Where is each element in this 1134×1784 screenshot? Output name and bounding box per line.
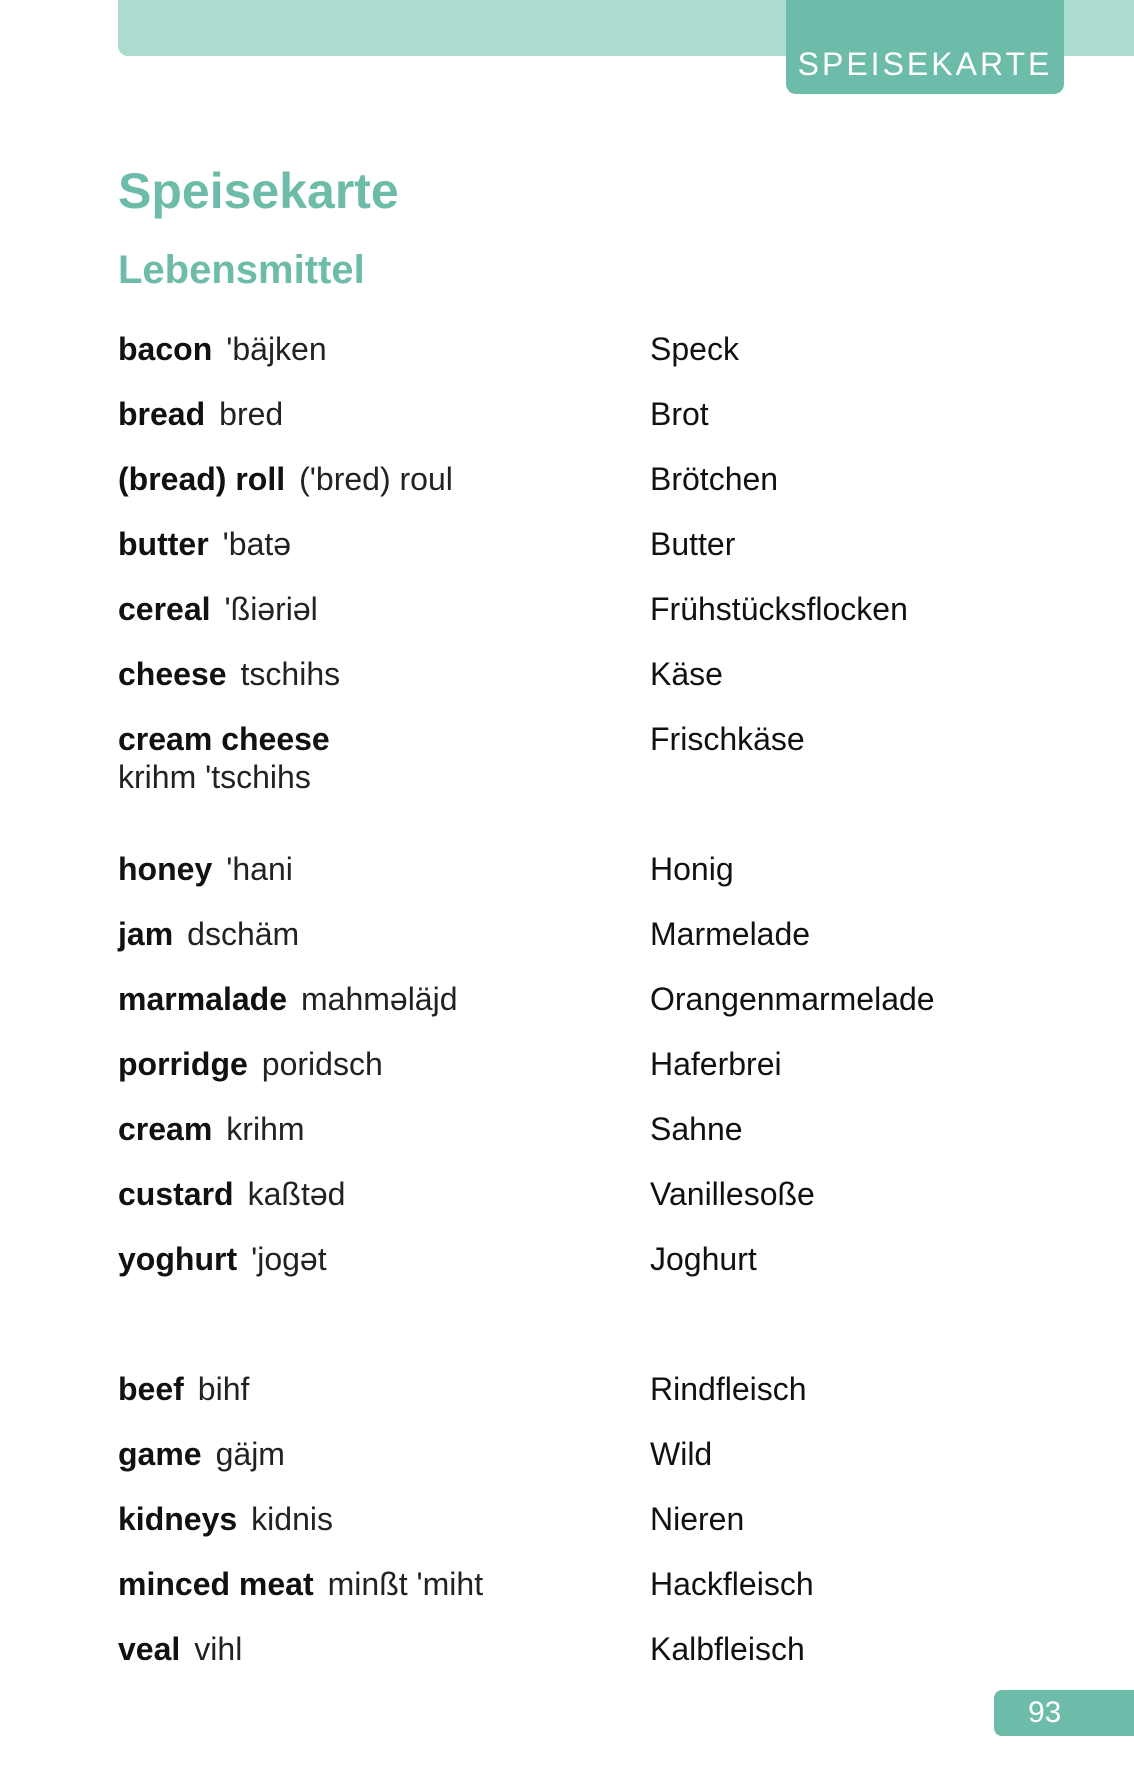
vocab-term: cream cheese bbox=[118, 721, 330, 757]
vocab-pronunciation: kidnis bbox=[251, 1501, 333, 1537]
vocab-row bbox=[118, 1110, 1038, 1175]
vocab-term: game bbox=[118, 1436, 202, 1472]
vocab-translation: Sahne bbox=[650, 1111, 743, 1147]
vocab-translation: Orangenmarmelade bbox=[650, 981, 935, 1017]
page-number: 93 bbox=[1028, 1696, 1062, 1729]
vocab-pronunciation: bihf bbox=[197, 1371, 250, 1407]
vocab-pronunciation: 'bäjken bbox=[226, 331, 327, 367]
section-title: Lebensmittel bbox=[118, 248, 365, 292]
vocab-term: cheese bbox=[118, 656, 227, 692]
group-spacer bbox=[118, 1305, 1038, 1370]
vocab-row bbox=[118, 1045, 1038, 1110]
vocab-term: cream bbox=[118, 1111, 213, 1147]
vocab-term: jam bbox=[118, 916, 174, 952]
vocab-english bbox=[118, 850, 650, 888]
vocab-translation: Hackfleisch bbox=[650, 1566, 814, 1602]
vocab-pronunciation: mahmәläjd bbox=[300, 981, 458, 1017]
vocab-pronunciation: kaßtәd bbox=[247, 1176, 346, 1212]
vocab-english bbox=[118, 1110, 650, 1148]
vocab-term: marmalade bbox=[118, 981, 287, 1017]
vocab-term: bacon bbox=[118, 331, 213, 367]
vocab-translation: Honig bbox=[650, 851, 734, 887]
vocab-term: cereal bbox=[118, 591, 211, 627]
vocab-term: bread bbox=[118, 396, 206, 432]
vocab-english bbox=[118, 915, 650, 953]
vocab-translation: Butter bbox=[650, 526, 736, 562]
vocab-translation: Marmelade bbox=[650, 916, 811, 952]
vocab-translation: Joghurt bbox=[650, 1241, 757, 1277]
vocab-term: porridge bbox=[118, 1046, 248, 1082]
vocab-translation: Käse bbox=[650, 656, 723, 692]
vocab-translation: Kalbfleisch bbox=[650, 1631, 805, 1667]
vocab-english bbox=[118, 590, 650, 628]
vocab-translation: Nieren bbox=[650, 1501, 745, 1537]
vocab-translation: Speck bbox=[650, 331, 739, 367]
vocab-term: (bread) roll bbox=[118, 461, 286, 497]
vocab-row bbox=[118, 395, 1038, 460]
vocab-pronunciation: poridsch bbox=[261, 1046, 383, 1082]
vocab-translation: Rindfleisch bbox=[650, 1371, 807, 1407]
vocab-english bbox=[118, 460, 650, 498]
vocab-translation: Brot bbox=[650, 396, 709, 432]
vocab-english bbox=[118, 1565, 650, 1603]
vocab-row bbox=[118, 915, 1038, 980]
vocab-pronunciation: krihm 'tschihs bbox=[118, 759, 311, 795]
vocab-row bbox=[118, 720, 1038, 850]
vocab-row bbox=[118, 1630, 1038, 1695]
vocab-translation: Vanillesoße bbox=[650, 1176, 815, 1212]
vocab-english bbox=[118, 1045, 650, 1083]
vocab-pronunciation: dschäm bbox=[187, 916, 300, 952]
vocab-row bbox=[118, 1370, 1038, 1435]
vocab-english bbox=[118, 1175, 650, 1213]
vocab-pronunciation: 'ßiəriəl bbox=[224, 591, 318, 627]
vocab-pronunciation: 'hani bbox=[226, 851, 293, 887]
vocab-row bbox=[118, 850, 1038, 915]
vocab-pronunciation: gäjm bbox=[215, 1436, 285, 1472]
vocab-english bbox=[118, 525, 650, 563]
vocab-english bbox=[118, 1500, 650, 1538]
vocab-translation: Brötchen bbox=[650, 461, 779, 497]
vocab-term: custard bbox=[118, 1176, 234, 1212]
vocab-term: honey bbox=[118, 851, 213, 887]
vocab-term: veal bbox=[118, 1631, 181, 1667]
vocab-translation: Haferbrei bbox=[650, 1046, 782, 1082]
vocab-pronunciation: vihl bbox=[194, 1631, 243, 1667]
vocab-translation: Wild bbox=[650, 1436, 713, 1472]
vocab-row bbox=[118, 1435, 1038, 1500]
vocab-english bbox=[118, 1240, 650, 1278]
vocab-row bbox=[118, 655, 1038, 720]
vocab-term: butter bbox=[118, 526, 209, 562]
vocab-english bbox=[118, 395, 650, 433]
vocab-english bbox=[118, 1435, 650, 1473]
vocab-pronunciation: 'jogәt bbox=[251, 1241, 327, 1277]
vocab-english bbox=[118, 1370, 650, 1408]
vocab-pronunciation: ('bred) roul bbox=[299, 461, 453, 497]
chapter-tab-label: SPEISEKARTE bbox=[797, 46, 1053, 82]
vocab-english bbox=[118, 720, 650, 796]
vocab-english bbox=[118, 655, 650, 693]
vocab-pronunciation: tschihs bbox=[240, 656, 341, 692]
vocab-translation: Frühstücksflocken bbox=[650, 591, 908, 627]
vocab-row bbox=[118, 590, 1038, 655]
vocab-row bbox=[118, 460, 1038, 525]
vocab-pronunciation: krihm bbox=[226, 1111, 305, 1147]
vocab-row bbox=[118, 1500, 1038, 1565]
vocab-pronunciation: 'batə bbox=[222, 526, 292, 562]
vocab-pronunciation: bred bbox=[219, 396, 284, 432]
vocab-row bbox=[118, 525, 1038, 590]
vocab-pronunciation: minßt 'miht bbox=[327, 1566, 484, 1602]
vocab-translation: Frischkäse bbox=[650, 721, 805, 757]
vocab-term: yoghurt bbox=[118, 1241, 238, 1277]
vocab-term: beef bbox=[118, 1371, 184, 1407]
vocab-row bbox=[118, 980, 1038, 1045]
vocab-english bbox=[118, 1630, 650, 1668]
page-title: Speisekarte bbox=[118, 163, 399, 219]
vocab-row bbox=[118, 1240, 1038, 1305]
vocab-row bbox=[118, 1175, 1038, 1240]
vocab-english bbox=[118, 330, 650, 368]
vocab-english bbox=[118, 980, 650, 1018]
vocab-term: minced meat bbox=[118, 1566, 314, 1602]
page-number-tab bbox=[994, 1690, 1134, 1736]
vocab-term: kidneys bbox=[118, 1501, 238, 1537]
vocab-row bbox=[118, 330, 1038, 395]
vocabulary-list bbox=[118, 330, 1038, 1695]
vocab-row bbox=[118, 1565, 1038, 1630]
chapter-tab bbox=[786, 0, 1064, 94]
